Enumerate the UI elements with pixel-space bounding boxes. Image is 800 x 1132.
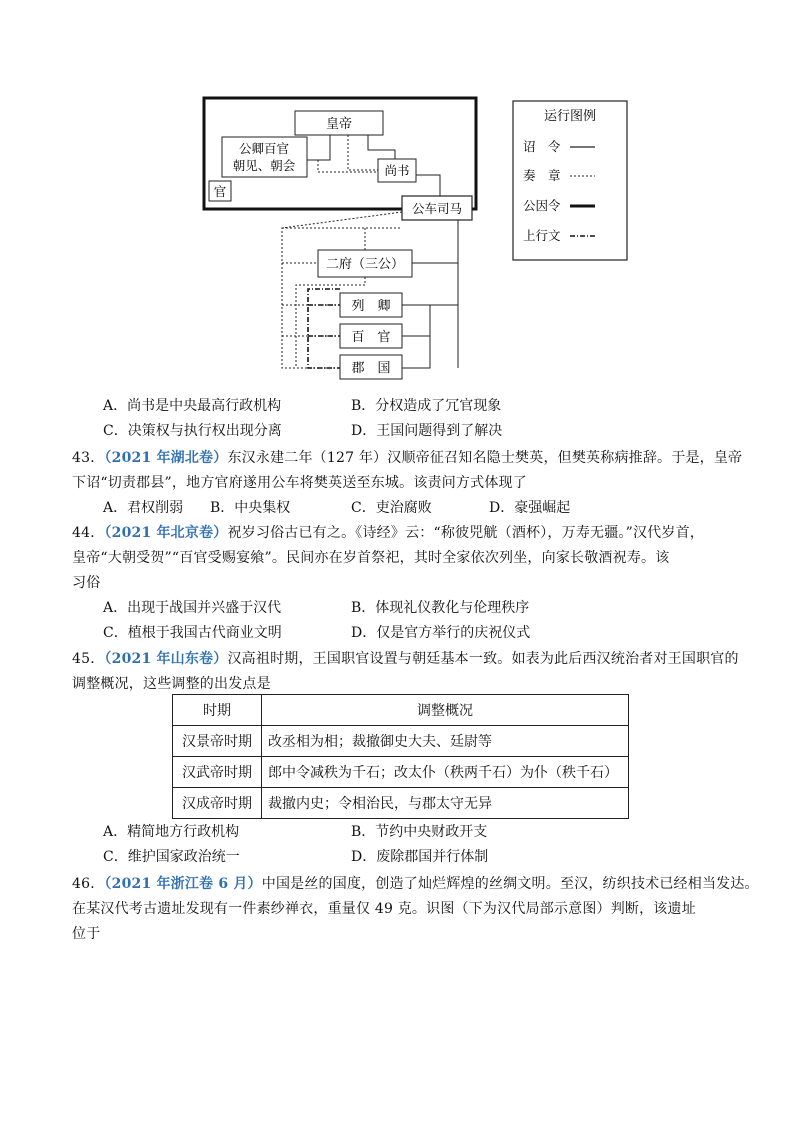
q42-option-d: D．王国问题得到了解决: [351, 423, 503, 439]
q44-text-1: 祝岁习俗古已有之。《诗经》云：“称彼兕觥（酒杯），万寿无疆。”汉代岁首，: [227, 525, 704, 541]
q43-number: 43．: [72, 450, 105, 466]
legend-title: 运行图例: [543, 109, 597, 124]
q44-stem-line-1: [72, 522, 704, 542]
emperor-label: 皇帝: [325, 117, 353, 132]
q45-stem-line-2: 调整概况，这些调整的出发点是: [72, 676, 271, 692]
q45-table: [172, 694, 629, 819]
table-cell-adjustment: 裁撤内史；令相治民，与郡太守无异: [262, 788, 629, 819]
legend-item-order: 公因令: [523, 198, 561, 213]
q43-stem-line-2: 下诏“切责郡县”，地方官府遂用公车将樊英送至东城。该责问方式体现了: [72, 475, 527, 491]
q44-option-b: B．体现礼仪教化与伦理秩序: [351, 600, 530, 616]
legend-item-edict: 诏 令: [523, 139, 561, 154]
q42-option-a: A．尚书是中央最高行政机构: [103, 398, 282, 414]
table-header-adjustment: 调整概况: [262, 695, 629, 726]
table-cell-adjustment: 郎中令减秩为千石；改太仆（秩两千石）为仆（秩千石）: [262, 757, 629, 788]
q44-option-d: D．仅是官方举行的庆祝仪式: [351, 625, 531, 641]
q42-option-c: C．决策权与执行权出现分离: [103, 423, 282, 439]
q46-stem-line-1: [72, 873, 759, 893]
q44-option-a: A．出现于战国并兴盛于汉代: [103, 600, 282, 616]
q43-option-b: B．中央集权: [210, 500, 291, 516]
table-cell-adjustment: 改丞相为相；裁撤御史大夫、廷尉等: [262, 726, 629, 757]
q43-option-a: A．君权削弱: [103, 500, 184, 516]
shangshu-label: 尚书: [384, 163, 410, 178]
gongche-label: 公车司马: [411, 201, 463, 216]
q46-stem-line-3: 位于: [72, 926, 101, 942]
q43-option-c: C．吏治腐败: [351, 500, 432, 516]
q44-option-c: C．植根于我国古代商业文明: [103, 625, 282, 641]
legend-item-upward: 上行文: [523, 228, 561, 243]
q43-source: （2021 年湖北卷）: [104, 450, 228, 466]
q46-stem-line-2: 在某汉代考古遗址发现有一件素纱禅衣，重量仅 49 克。识图（下为汉代局部示意图）判断，该遗址: [72, 901, 696, 917]
q44-source: （2021 年北京卷）: [104, 525, 228, 541]
table-row: [173, 757, 629, 788]
q46-text-1: 中国是丝的国度，创造了灿烂辉煌的丝绸文明。至汉，纺织技术已经相当发达。: [261, 876, 759, 892]
q45-stem-line-1: [72, 648, 739, 668]
q46-source: （2021 年浙江卷 6 月）: [104, 876, 262, 892]
q45-option-a: A．精简地方行政机构: [103, 824, 240, 840]
han-court-diagram: [0, 0, 800, 400]
q44-stem-line-3: 习俗: [72, 575, 101, 591]
court-label-1: 公卿百官: [238, 141, 290, 156]
erfu-label: 二府（三公）: [325, 257, 405, 272]
table-header-period: 时期: [173, 695, 262, 726]
upward-lines: [308, 289, 340, 368]
baiguan-label: 百 官: [351, 330, 391, 345]
table-cell-period: 汉景帝时期: [173, 726, 262, 757]
q46-number: 46．: [72, 876, 105, 892]
q42-option-b: B．分权造成了冗官现象: [351, 398, 502, 414]
q43-stem-line-1: [72, 447, 742, 467]
q44-stem-line-2: 皇帝“大朝受贺”“百官受赐宴飨”。民间亦在岁首祭祀，其时全家依次列坐，向家长敬酒祝寿。该: [72, 550, 670, 566]
junguo-label: 郡 国: [351, 361, 391, 376]
q45-text-1: 汉高祖时期，王国职官设置与朝廷基本一致。如表为此后西汉统治者对王国职官的: [227, 651, 739, 667]
legend-item-memorial: 奏 章: [523, 168, 561, 183]
lieqing-label: 列 卿: [351, 299, 391, 314]
court-label-2: 朝见、朝会: [232, 158, 296, 173]
q43-text-1: 东汉永建二年（127 年）汉顺帝征召知名隐士樊英，但樊英称病推辞。于是，皇帝: [227, 450, 743, 466]
q45-source: （2021 年山东卷）: [104, 651, 228, 667]
table-row: [173, 788, 629, 819]
table-cell-period: 汉武帝时期: [173, 757, 262, 788]
table-row: [173, 726, 629, 757]
q45-option-c: C．维护国家政治统一: [103, 849, 240, 865]
table-header-row: [173, 695, 629, 726]
q44-number: 44．: [72, 525, 105, 541]
q45-option-b: B．节约中央财政开支: [351, 824, 488, 840]
q45-option-d: D．废除郡国并行体制: [351, 849, 489, 865]
table-cell-period: 汉成帝时期: [173, 788, 262, 819]
guan-label: 官: [213, 184, 227, 199]
q45-number: 45．: [72, 651, 105, 667]
q43-option-d: D．豪强崛起: [489, 500, 571, 516]
